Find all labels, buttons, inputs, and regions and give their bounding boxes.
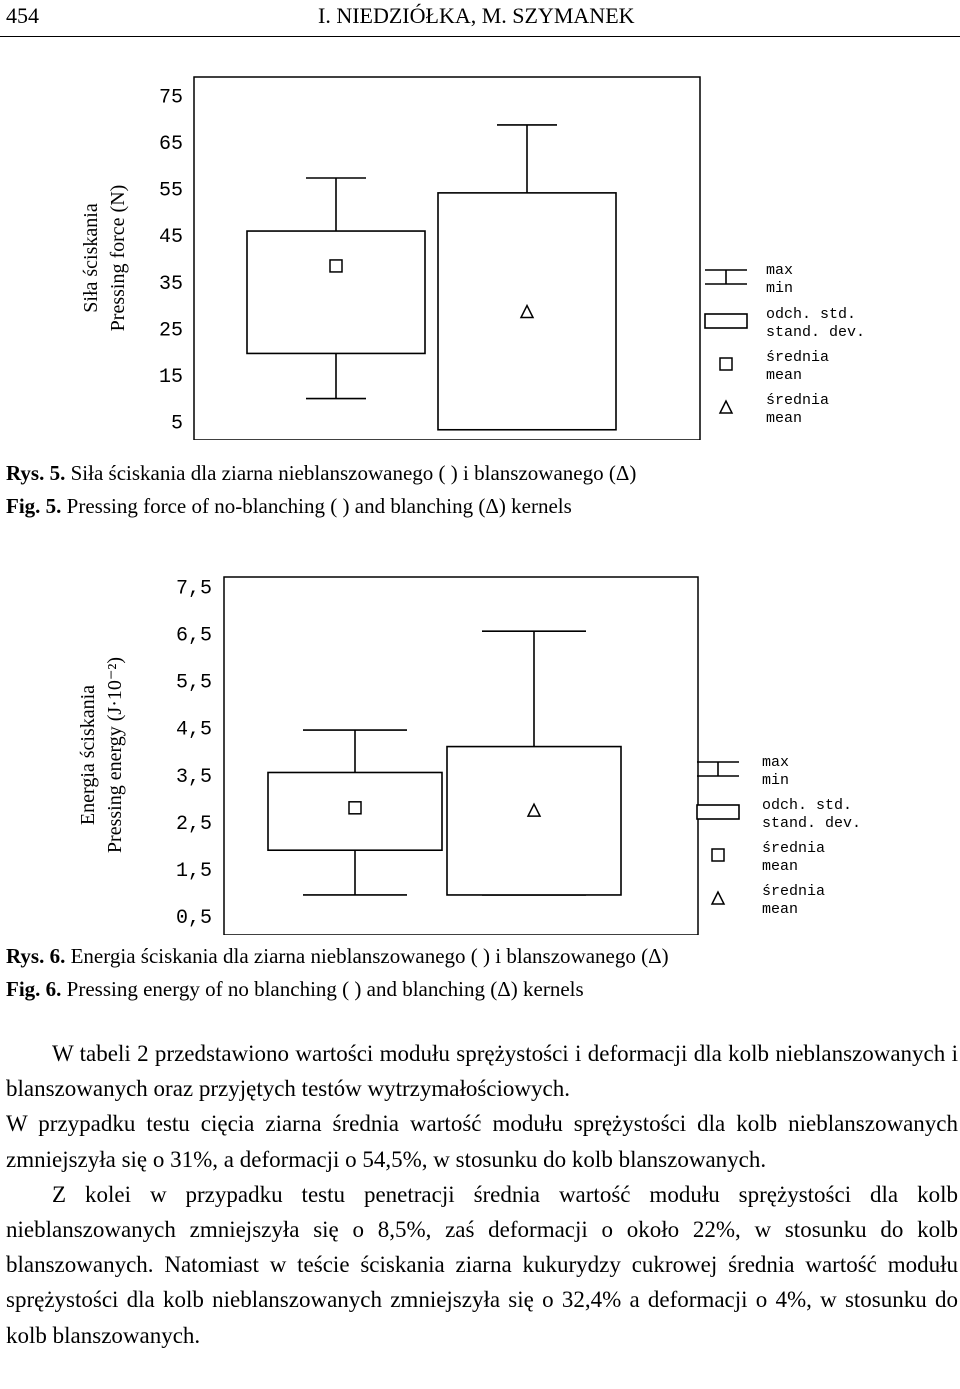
y-axis-title-line: Pressing energy (J·10⁻²) — [104, 656, 126, 854]
y-axis-title-line: Pressing force (N) — [107, 184, 129, 332]
legend-label: średnia — [762, 840, 826, 857]
legend-label: mean — [766, 410, 803, 427]
y-tick-label: 75 — [158, 86, 183, 110]
y-tick-label: 15 — [158, 365, 183, 389]
figure-5-pressing-force-chart — [0, 60, 960, 440]
std-dev-box — [447, 747, 621, 895]
legend-square-marker — [712, 849, 724, 861]
running-head: I. NIEDZIÓŁKA, M. SZYMANEK — [318, 3, 635, 28]
figure-6-pressing-energy-chart — [0, 560, 960, 935]
legend-label: min — [762, 772, 790, 789]
y-tick-label: 6,5 — [175, 624, 212, 648]
legend-label: średnia — [762, 883, 826, 900]
legend-label: odch. std. — [762, 797, 853, 814]
legend-box — [697, 805, 739, 819]
y-tick-label: 65 — [158, 133, 183, 157]
figure-5-caption-en: Fig. 5. Pressing force of no-blanching ( ) and blanching (Δ) kernels — [6, 494, 572, 518]
legend-square-marker — [720, 358, 732, 370]
legend-label: max — [766, 262, 794, 279]
figure-6-caption — [6, 940, 669, 1006]
figure-6-caption-pl: Rys. 6. Energia ściskania dla ziarna nieblanszowanego ( ) i blanszowanego (Δ) — [6, 944, 669, 968]
y-tick-label: 5,5 — [175, 671, 212, 695]
paragraph: W tabeli 2 przedstawiono wartości modułu sprężystości i deformacji dla kolb nieblanszowanych i blanszowanych oraz przyjętych testów wytrzymałościowych. — [6, 1041, 958, 1102]
y-tick-label: 55 — [158, 179, 183, 203]
legend-label: średnia — [766, 392, 830, 409]
legend-triangle-marker — [720, 401, 732, 413]
y-tick-label: 5 — [170, 412, 183, 436]
legend-label: max — [762, 754, 790, 771]
legend-label: mean — [766, 367, 803, 384]
paragraph: Z kolei w przypadku testu penetracji średnia wartość modułu sprężystości dla kolb nieblanszowanych zmniejszyła się o 8,5%, zaś deformacji o około 22%, w stosunku do kolb blanszowanych. Natomiast w teście ściskania ziarna kukurydzy cukrowej średnia wartość modułu sprężystości dla kolb nieblanszowanych zmniejszyła się o 32,4% a deformacji o 4%, w stosunku do kolb blanszowanych. — [6, 1181, 958, 1348]
y-tick-label: 7,5 — [175, 577, 212, 601]
running-header — [0, 0, 960, 37]
y-tick-label: 25 — [158, 319, 183, 343]
page-number: 454 — [6, 3, 39, 28]
y-tick-label: 1,5 — [175, 860, 212, 884]
y-axis-title-line: Energia ściskania — [77, 684, 99, 826]
legend-label: mean — [762, 858, 799, 875]
y-tick-label: 45 — [158, 226, 183, 250]
legend-triangle-marker — [712, 892, 724, 904]
y-tick-label: 2,5 — [175, 812, 212, 836]
figure-5-caption — [6, 457, 636, 523]
legend-label: mean — [762, 901, 799, 918]
std-dev-box — [247, 231, 425, 353]
legend-label: średnia — [766, 349, 830, 366]
legend-label: stand. dev. — [766, 324, 866, 341]
figure-6-caption-en: Fig. 6. Pressing energy of no blanching ( ) and blanching (Δ) kernels — [6, 977, 584, 1001]
y-tick-label: 35 — [158, 272, 183, 296]
y-axis-title-line: Siła ściskania — [80, 203, 102, 313]
body-text — [6, 1036, 958, 1353]
y-tick-label: 4,5 — [175, 718, 212, 742]
figure-5-caption-pl: Rys. 5. Siła ściskania dla ziarna nieblanszowanego ( ) i blanszowanego (Δ) — [6, 461, 637, 485]
mean-marker-square — [330, 260, 342, 272]
paragraph: W przypadku testu cięcia ziarna średnia wartość modułu sprężystości dla kolb nieblanszowanych zmniejszyła się o 31%, a deformacji o 54,5%, w stosunku do kolb blanszowanych. — [6, 1111, 958, 1172]
y-tick-label: 0,5 — [175, 907, 212, 931]
legend-label: min — [766, 280, 794, 297]
mean-marker-square — [349, 802, 361, 814]
legend-label: stand. dev. — [762, 815, 862, 832]
y-tick-label: 3,5 — [175, 765, 212, 789]
legend-box — [705, 314, 747, 328]
legend-label: odch. std. — [766, 306, 857, 323]
